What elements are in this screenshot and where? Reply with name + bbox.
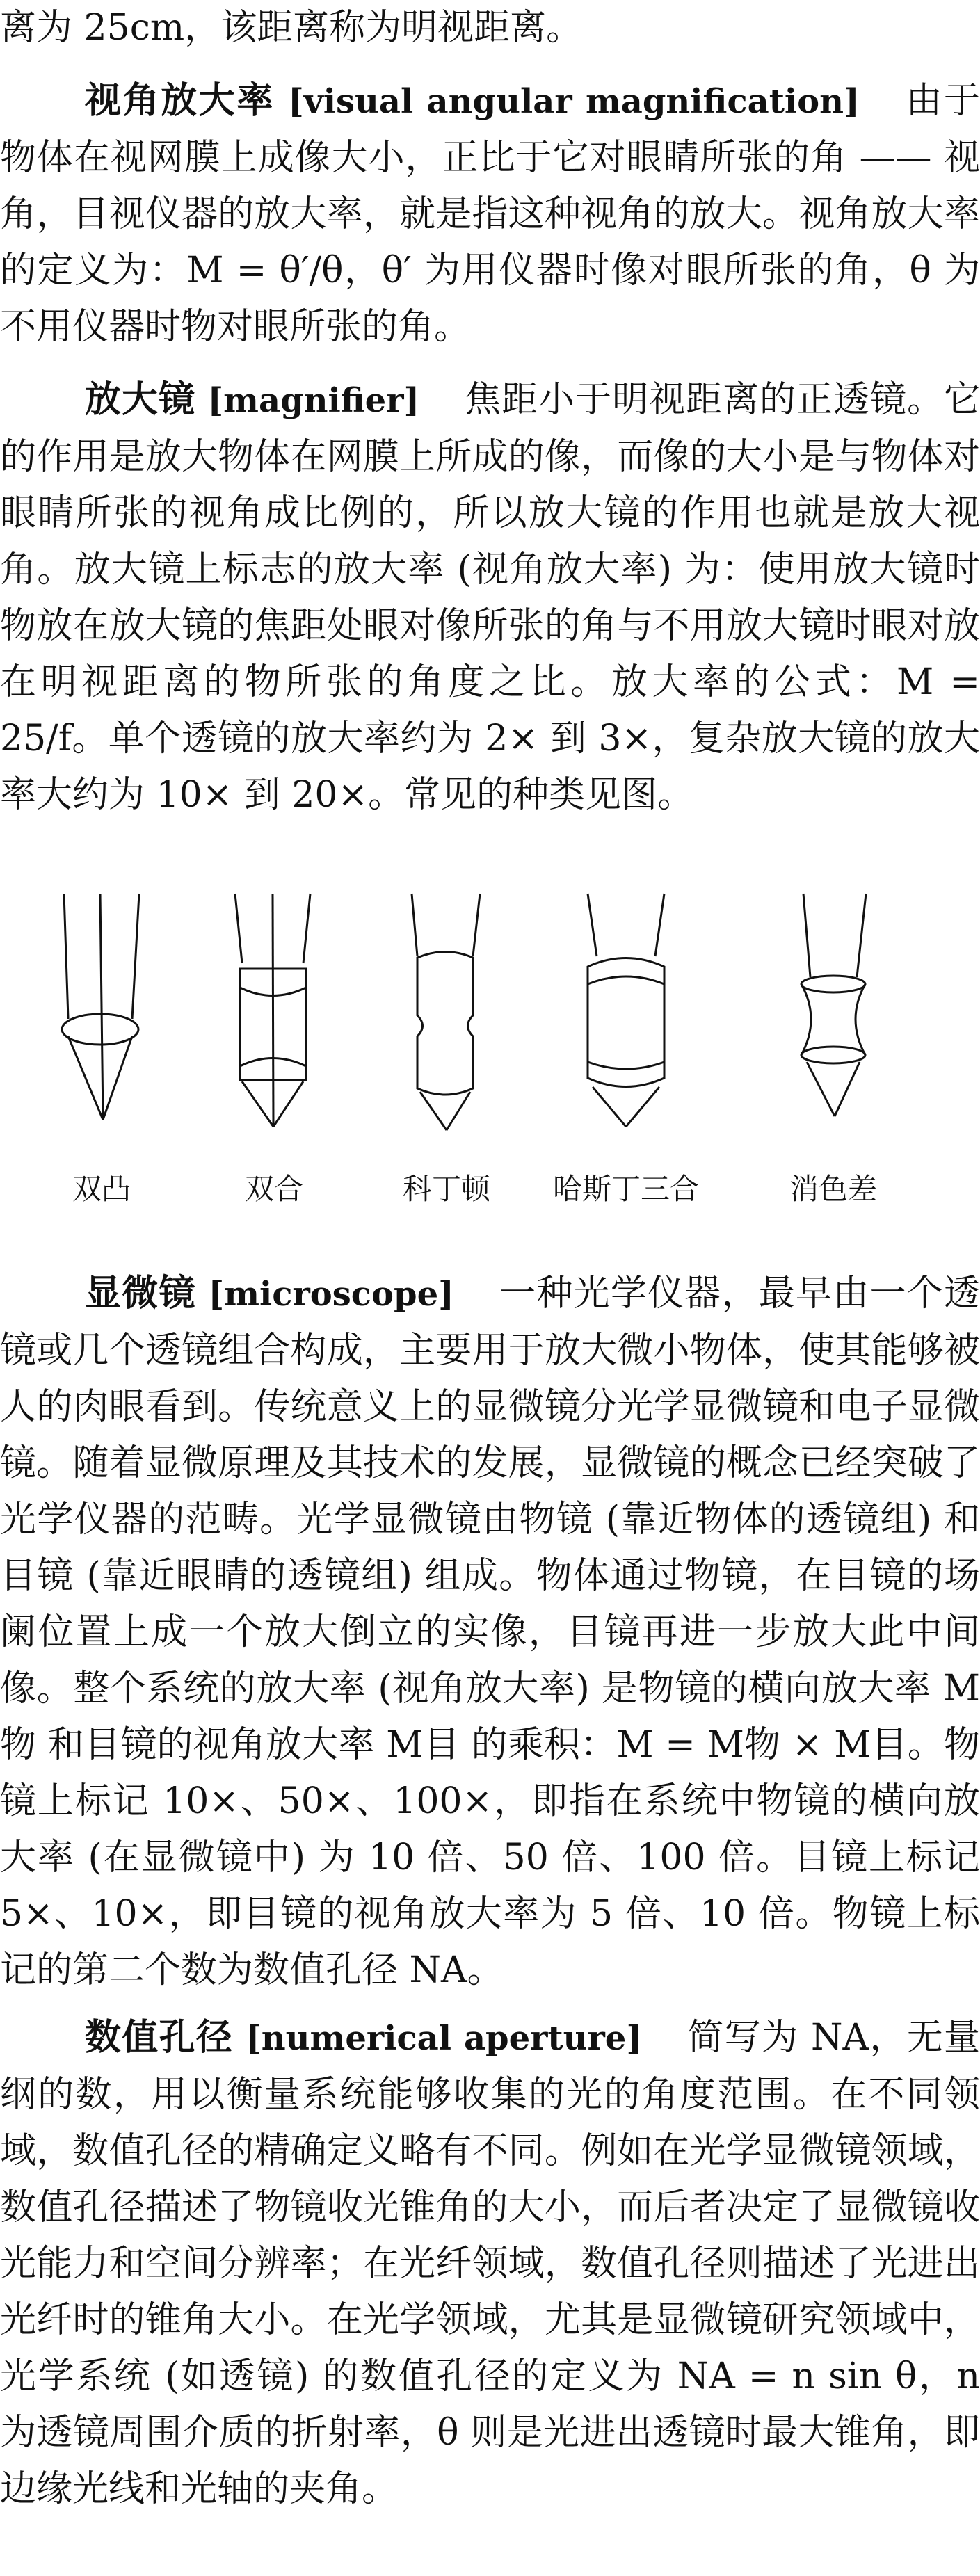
entry-english-term: [numerical aperture]: [246, 2019, 643, 2058]
coddington-lens-diagram: [412, 894, 480, 1130]
entry-numerical-aperture: [0, 2010, 980, 2518]
caption-biconvex: 双凸: [72, 1172, 131, 1206]
magnifier-diagrams: [0, 880, 980, 1165]
caption-doublet: 双合: [244, 1172, 303, 1206]
magnifier-types-figure: [0, 880, 980, 1241]
entry-english-term: [visual angular magnification]: [288, 82, 860, 121]
entry-term: 视角放大率: [85, 80, 275, 122]
entry-visual-angular-magnification: [0, 73, 980, 355]
paragraph-intro-tail: [0, 0, 980, 56]
entry-term: 放大镜: [85, 379, 195, 421]
caption-achromat: 消色差: [789, 1172, 877, 1206]
hastings-triplet-diagram: [588, 894, 664, 1127]
entry-body: 一种光学仪器，最早由一个透镜或几个透镜组合构成，主要用于放大微小物体，使其能够被人的肉眼看到。传统意义上的显微镜分光学显微镜和电子显微镜。随着显微原理及其技术的发展，显微镜的概念已经突破了光学仪器的范畴。光学显微镜由物镜 (靠近物体的透镜组) 和目镜 (靠近眼睛的透镜组) 组成。物体通过物镜，在目镜的场阑位置上成一个放大倒立的实像，目镜再进一步放大此中间像。整个系统的放大率 (视角放大率) 是物镜的横向放大率 M物 和目镜的视角放大率 M目 的乘积：M = M物 × M目。物镜上标记 10×、50×、100×，即指在系统中物镜的横向放大率 (在显微镜中) 为 10 倍、50 倍、100 倍。目镜上标记 5×、10×，即目镜的视角放大率为 5 倍、10 倍。物镜上标记的第二个数为数值孔径 NA。: [0, 1273, 980, 1991]
entry-english-term: [microscope]: [208, 1275, 454, 1314]
entry-body: 简写为 NA，无量纲的数，用以衡量系统能够收集的光的角度范围。在不同领域，数值孔径的精确定义略有不同。例如在光学显微镜领域，数值孔径描述了物镜收光锥角的大小，而后者决定了显微镜收光能力和空间分辨率；在光纤领域，数值孔径则描述了光进出光纤时的锥角大小。在光学领域，尤其是显微镜研究领域中，光学系统 (如透镜) 的数值孔径的定义为 NA = n sin θ，n 为透镜周围介质的折射率，θ 则是光进出透镜时最大锥角，即边缘光线和光轴的夹角。: [0, 2017, 980, 2510]
entry-english-term: [magnifier]: [207, 381, 420, 420]
entry-magnifier: [0, 372, 980, 823]
caption-hastings-triplet: 哈斯丁三合: [552, 1172, 699, 1206]
entry-microscope: [0, 1266, 980, 1999]
entry-body: 焦距小于明视距离的正透镜。它的作用是放大物体在网膜上所成的像，而像的大小是与物体对眼睛所张的视角成比例的，所以放大镜的作用也就是放大视角。放大镜上标志的放大率 (视角放大率) 为：使用放大镜时物放在放大镜的焦距处眼对像所张的角与不用放大镜时眼对放在明视距离的物所张的角度之比。放大率的公式：M = 25/f。单个透镜的放大率约为 2× 到 3×，复杂放大镜的放大率大约为 10× 到 20×。常见的种类见图。: [0, 379, 980, 816]
entry-body: 由于物体在视网膜上成像大小，正比于它对眼睛所张的角 —— 视角，目视仪器的放大率，就是指这种视角的放大。视角放大率的定义为：M = θ′/θ，θ′ 为用仪器时像对眼所张的角，θ 为不用仪器时物对眼所张的角。: [0, 80, 980, 348]
entry-term: 数值孔径: [85, 2017, 234, 2059]
doublet-lens-diagram: [235, 894, 310, 1127]
entry-term: 显微镜: [85, 1273, 196, 1314]
paragraph-text: 离为 25cm，该距离称为明视距离。: [0, 7, 583, 49]
caption-coddington: 科丁顿: [402, 1172, 490, 1206]
achromat-lens-diagram: [801, 894, 866, 1116]
biconvex-lens-diagram: [62, 894, 139, 1120]
